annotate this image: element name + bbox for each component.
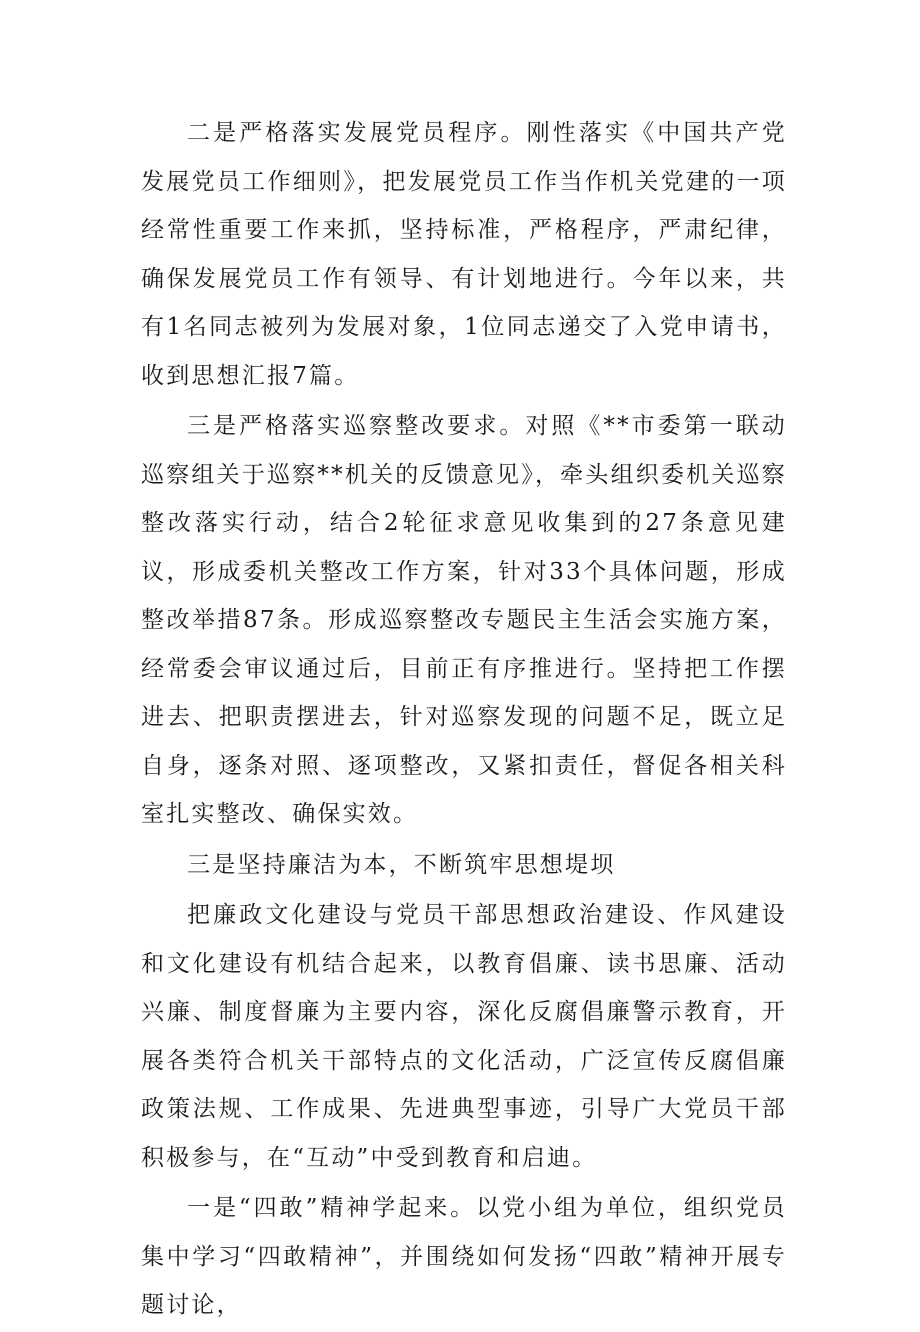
paragraph-party-member-development: 二是严格落实发展党员程序。刚性落实《中国共产党发展党员工作细则》，把发展党员工作当作机关党建的一项经常性重要工作来抓，坚持标准，严格程序，严肃纪律，确保发展党员工作有领导、有计划地进行。今年以来，共有1名同志被列为发展对象，1位同志递交了入党申请书，收到思想汇报7篇。: [141, 120, 787, 389]
document-body: [141, 109, 787, 1332]
section-heading-integrity: 三是坚持廉洁为本，不断筑牢思想堤坝: [187, 851, 616, 878]
paragraph-inspection-rectification: 三是严格落实巡察整改要求。对照《**市委第一联动巡察组关于巡察**机关的反馈意见》，牵头组织委机关巡察整改落实行动，结合2轮征求意见收集到的27条意见建议，形成委机关整改工作方案，针对33个具体问题，形成整改举措87条。形成巡察整改专题民主生活会实施方案，经常委会审议通过后，目前正有序推进行。坚持把工作摆进去、把职责摆进去，针对巡察发现的问题不足，既立足自身，逐条对照、逐项整改，又紧扣责任，督促各相关科室扎实整改、确保实效。: [141, 413, 787, 827]
paragraph-four-dares-spirit: 一是“四敢”精神学起来。以党小组为单位，组织党员集中学习“四敢精神”，并围绕如何发扬“四敢”精神开展专题讨论，: [141, 1195, 787, 1318]
paragraph-integrity-culture: 把廉政文化建设与党员干部思想政治建设、作风建设和文化建设有机结合起来，以教育倡廉、读书思廉、活动兴廉、制度督廉为主要内容，深化反腐倡廉警示教育，开展各类符合机关干部特点的文化活动，广泛宣传反腐倡廉政策法规、工作成果、先进典型事迹，引导广大党员干部积极参与，在“互动”中受到教育和启迪。: [141, 902, 787, 1171]
